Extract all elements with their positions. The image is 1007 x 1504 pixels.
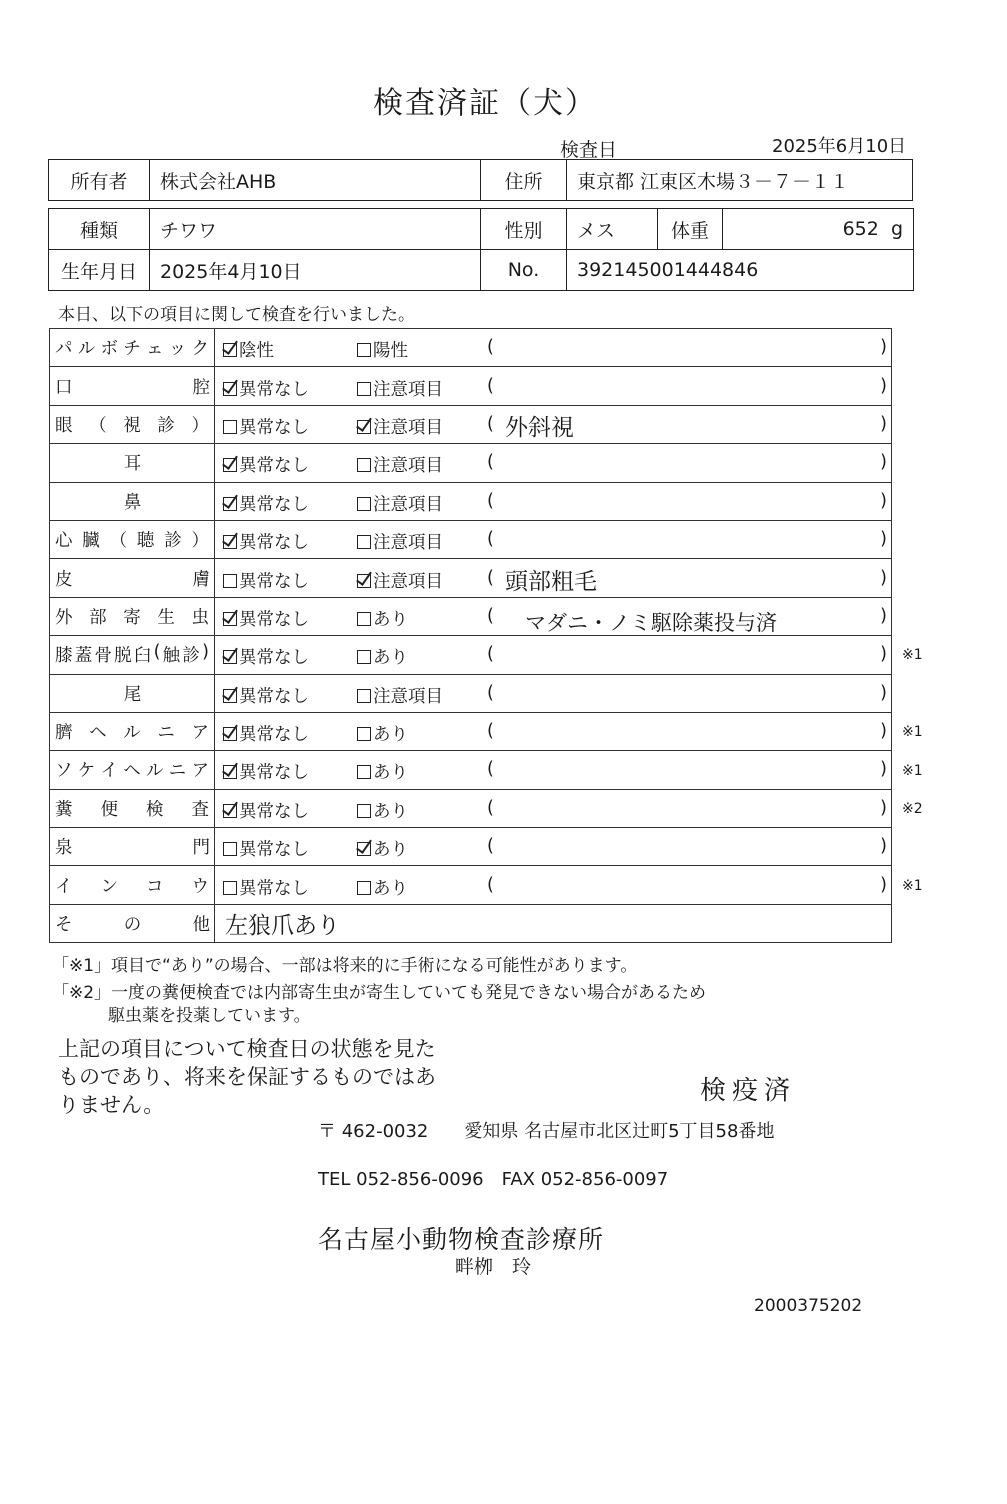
note-close-paren: ) xyxy=(880,452,887,473)
note-open-paren: ( xyxy=(487,567,494,588)
checkbox-icon[interactable] xyxy=(223,420,237,434)
exam-row xyxy=(50,329,892,367)
page-title: 検査済証（犬） xyxy=(373,86,597,121)
other-note: 左狼爪あり xyxy=(225,913,340,940)
option-abnormal[interactable] xyxy=(357,875,408,900)
note-open-paren: ( xyxy=(487,682,494,703)
note-open-paren: ( xyxy=(487,836,494,857)
sex-value: メス xyxy=(567,209,658,250)
address-value: 東京都 江東区木場３－７－１１ xyxy=(567,160,913,201)
option-label: 異常なし xyxy=(239,417,309,438)
option-abnormal[interactable] xyxy=(357,798,408,823)
option-abnormal[interactable] xyxy=(357,452,443,477)
option-abnormal[interactable] xyxy=(357,836,408,861)
clinic-name: 名古屋小動物検査診療所 xyxy=(318,1225,605,1254)
breed-label: 種類 xyxy=(49,209,150,250)
exam-table xyxy=(49,328,892,943)
option-normal[interactable] xyxy=(223,337,274,362)
note-close-paren: ) xyxy=(880,567,887,588)
option-normal[interactable] xyxy=(223,491,309,516)
examiner-name: 畔栁 玲 xyxy=(455,1256,532,1278)
note-open-paren: ( xyxy=(487,413,494,434)
option-abnormal[interactable] xyxy=(357,529,443,554)
document-id: 2000375202 xyxy=(754,1296,863,1316)
checkbox-icon[interactable] xyxy=(357,612,371,626)
breed-value: チワワ xyxy=(150,209,481,250)
exam-row-label: 心 臓 （ 聴 診 ） xyxy=(55,531,210,552)
option-label: あり xyxy=(373,609,408,630)
option-label: 異常なし xyxy=(239,379,309,400)
checkbox-icon[interactable] xyxy=(357,765,371,779)
note-close-paren: ) xyxy=(880,721,887,742)
owner-label: 所有者 xyxy=(49,160,150,201)
note-open-paren: ( xyxy=(487,529,494,550)
checkbox-icon[interactable] xyxy=(223,842,237,856)
checkbox-icon[interactable] xyxy=(357,804,371,818)
option-abnormal[interactable] xyxy=(357,644,408,669)
option-label: あり xyxy=(373,878,408,899)
checkbox-icon[interactable] xyxy=(357,497,371,511)
note-open-paren: ( xyxy=(487,452,494,473)
option-label: 陽性 xyxy=(373,341,408,362)
note-close-paren: ) xyxy=(880,605,887,626)
option-label: 注意項目 xyxy=(373,571,443,592)
option-label: あり xyxy=(373,648,408,669)
exam-row xyxy=(50,482,892,520)
exam-row-label: 膝 蓋 骨 脱 臼 ( 触 診 ) xyxy=(55,642,210,667)
checkbox-icon[interactable] xyxy=(223,458,237,472)
note-open-paren: ( xyxy=(487,490,494,511)
option-abnormal[interactable] xyxy=(357,337,408,362)
weight-value: 652 xyxy=(842,218,879,240)
option-abnormal[interactable] xyxy=(357,568,443,593)
exam-note: 外斜視 xyxy=(505,414,574,441)
note-open-paren: ( xyxy=(487,759,494,780)
exam-row xyxy=(50,367,892,405)
option-abnormal[interactable] xyxy=(357,606,408,631)
note-close-paren: ) xyxy=(880,836,887,857)
row-footnote-mark: ※1 xyxy=(902,646,923,663)
option-label: 注意項目 xyxy=(373,456,443,477)
option-label: 異常なし xyxy=(239,456,309,477)
option-label: あり xyxy=(373,801,408,822)
note-open-paren: ( xyxy=(487,721,494,742)
exam-row-label: ソ ケ イ ヘ ル ニ ア xyxy=(55,761,210,782)
checkbox-icon[interactable] xyxy=(223,612,237,626)
note-open-paren: ( xyxy=(487,375,494,396)
footnote-1: 「※1」項目で“あり”の場合、一部は将来的に手術になる可能性があります。 xyxy=(52,956,638,976)
note-open-paren: ( xyxy=(487,874,494,895)
clinic-phone: TEL 052-856-0096 FAX 052-856-0097 xyxy=(318,1169,669,1190)
option-normal[interactable] xyxy=(223,798,309,823)
checkbox-icon[interactable] xyxy=(223,804,237,818)
option-label: 注意項目 xyxy=(373,494,443,515)
other-label: そ の 他 xyxy=(55,915,210,936)
exam-row xyxy=(50,828,892,866)
checkbox-icon[interactable] xyxy=(223,689,237,703)
option-label: 異常なし xyxy=(239,801,309,822)
exam-row xyxy=(50,636,892,674)
checkbox-icon[interactable] xyxy=(223,382,237,396)
note-close-paren: ) xyxy=(880,490,887,511)
footnote-2a: 「※2」一度の糞便検査では内部寄生虫が寄生していても発見できない場合があるため xyxy=(52,983,707,1003)
row-footnote-mark: ※1 xyxy=(902,878,923,895)
row-footnote-mark: ※1 xyxy=(902,762,923,779)
option-label: 異常なし xyxy=(239,725,309,746)
option-label: 陰性 xyxy=(239,341,274,362)
note-close-paren: ) xyxy=(880,375,887,396)
note-open-paren: ( xyxy=(487,605,494,626)
exam-row-label: 皮 膚 xyxy=(55,569,210,590)
checkbox-icon[interactable] xyxy=(357,842,371,856)
option-abnormal[interactable] xyxy=(357,376,443,401)
row-footnote-mark: ※2 xyxy=(902,801,923,818)
quarantine-stamp: 検疫済 xyxy=(700,1076,797,1106)
option-normal[interactable] xyxy=(223,568,309,593)
owner-table xyxy=(48,159,913,201)
option-abnormal[interactable] xyxy=(357,683,443,708)
option-label: 異常なし xyxy=(239,878,309,899)
checkbox-icon[interactable] xyxy=(223,535,237,549)
footnote-2b: 駆虫薬を投薬しています。 xyxy=(108,1006,311,1026)
exam-row-label: 口 腔 xyxy=(55,377,210,398)
option-abnormal[interactable] xyxy=(357,759,408,784)
exam-row xyxy=(50,405,892,443)
checkbox-icon[interactable] xyxy=(357,650,371,664)
exam-note: 頭部粗毛 xyxy=(505,568,597,595)
checkbox-icon[interactable] xyxy=(357,689,371,703)
checkbox-icon[interactable] xyxy=(357,382,371,396)
checkbox-icon[interactable] xyxy=(357,574,371,588)
address-label: 住所 xyxy=(481,160,567,201)
option-abnormal[interactable] xyxy=(357,491,443,516)
option-normal[interactable] xyxy=(223,529,309,554)
checkbox-icon[interactable] xyxy=(223,497,237,511)
checkbox-icon[interactable] xyxy=(357,881,371,895)
exam-row xyxy=(50,751,892,789)
exam-row xyxy=(50,712,892,750)
exam-row xyxy=(50,559,892,597)
option-label: あり xyxy=(373,763,408,784)
option-normal[interactable] xyxy=(223,836,309,861)
option-normal[interactable] xyxy=(223,606,309,631)
exam-row-label: パ ル ボ チ ェ ッ ク xyxy=(55,339,210,360)
sex-label: 性別 xyxy=(481,209,567,250)
checkbox-icon[interactable] xyxy=(357,535,371,549)
note-open-paren: ( xyxy=(487,644,494,665)
intro-text: 本日、以下の項目に関して検査を行いました。 xyxy=(58,305,415,325)
option-normal[interactable] xyxy=(223,452,309,477)
row-footnote-mark: ※1 xyxy=(902,724,923,740)
checkbox-icon[interactable] xyxy=(223,343,237,357)
checkbox-icon[interactable] xyxy=(357,458,371,472)
note-close-paren: ) xyxy=(880,644,887,665)
clinic-address: 〒 462-0032 愛知県 名古屋市北区辻町5丁目58番地 xyxy=(318,1121,775,1142)
option-normal[interactable] xyxy=(223,759,309,784)
disclaimer-statement: 上記の項目について検査日の状態を見たものであり、将来を保証するものではありません。 xyxy=(58,1037,436,1117)
option-abnormal[interactable] xyxy=(357,414,443,439)
note-close-paren: ) xyxy=(880,413,887,434)
option-normal[interactable] xyxy=(223,644,309,669)
checkbox-icon[interactable] xyxy=(357,420,371,434)
exam-row xyxy=(50,597,892,635)
exam-row xyxy=(50,674,892,712)
option-normal[interactable] xyxy=(223,721,309,746)
exam-row-label: イ ン コ ウ xyxy=(55,876,210,897)
exam-row-label: 糞 便 検 査 xyxy=(55,799,210,820)
exam-date-label: 検査日 xyxy=(560,139,618,161)
option-label: 注意項目 xyxy=(373,417,443,438)
option-label: 異常なし xyxy=(239,648,309,669)
note-close-paren: ) xyxy=(880,337,887,358)
option-label: 異常なし xyxy=(239,494,309,515)
option-normal[interactable] xyxy=(223,376,309,401)
note-close-paren: ) xyxy=(880,759,887,780)
note-open-paren: ( xyxy=(487,337,494,358)
option-label: あり xyxy=(373,840,408,861)
animal-table xyxy=(48,208,914,291)
checkbox-icon[interactable] xyxy=(357,727,371,741)
option-label: 注意項目 xyxy=(373,533,443,554)
exam-row xyxy=(50,444,892,482)
owner-value: 株式会社AHB xyxy=(150,160,481,201)
option-normal[interactable] xyxy=(223,414,309,439)
no-label: No. xyxy=(481,250,567,291)
checkbox-icon[interactable] xyxy=(357,343,371,357)
exam-row-label: 耳 xyxy=(123,454,142,475)
option-label: 異常なし xyxy=(239,533,309,554)
note-open-paren: ( xyxy=(487,797,494,818)
checkbox-icon[interactable] xyxy=(223,574,237,588)
option-label: 異常なし xyxy=(239,840,309,861)
checkbox-icon[interactable] xyxy=(223,765,237,779)
option-label: 異常なし xyxy=(239,609,309,630)
exam-row xyxy=(50,789,892,827)
exam-row-other xyxy=(50,904,892,942)
note-close-paren: ) xyxy=(880,529,887,550)
checkbox-icon[interactable] xyxy=(223,727,237,741)
exam-row-label: 泉 門 xyxy=(55,838,210,859)
weight-unit: g xyxy=(890,218,903,240)
option-label: あり xyxy=(373,725,408,746)
weight-label: 体重 xyxy=(658,209,723,250)
exam-row-label: 鼻 xyxy=(123,492,142,513)
note-close-paren: ) xyxy=(880,797,887,818)
exam-note: マダニ・ノミ駆除薬投与済 xyxy=(525,610,777,635)
checkbox-icon[interactable] xyxy=(223,650,237,664)
option-normal[interactable] xyxy=(223,875,309,900)
note-close-paren: ) xyxy=(880,682,887,703)
birth-value: 2025年4月10日 xyxy=(150,250,481,291)
exam-date-value: 2025年6月10日 xyxy=(772,136,907,157)
option-label: 異常なし xyxy=(239,571,309,592)
exam-row xyxy=(50,866,892,904)
option-label: 注意項目 xyxy=(373,686,443,707)
exam-row-label: 眼 （ 視 診 ） xyxy=(55,415,210,436)
option-label: 異常なし xyxy=(239,686,309,707)
exam-row xyxy=(50,520,892,558)
option-label: 異常なし xyxy=(239,763,309,784)
option-normal[interactable] xyxy=(223,683,309,708)
birth-label: 生年月日 xyxy=(49,250,150,291)
exam-row-label: 尾 xyxy=(123,684,142,705)
exam-row-label: 外 部 寄 生 虫 xyxy=(55,607,210,628)
no-value: 392145001444846 xyxy=(567,250,914,291)
checkbox-icon[interactable] xyxy=(223,881,237,895)
note-close-paren: ) xyxy=(880,874,887,895)
exam-row-label: 臍 ヘ ル ニ ア xyxy=(55,723,210,744)
option-abnormal[interactable] xyxy=(357,721,408,746)
option-label: 注意項目 xyxy=(373,379,443,400)
